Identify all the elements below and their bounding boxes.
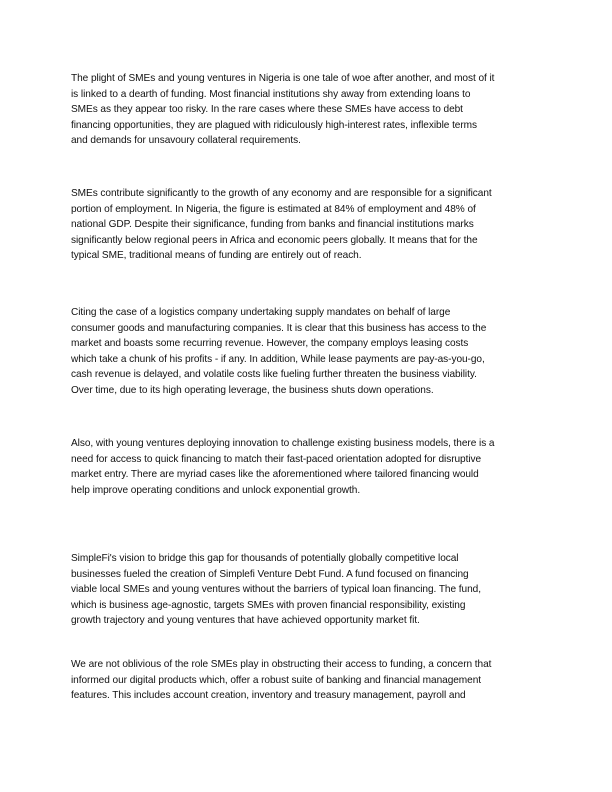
- text-line: consumer goods and manufacturing companies. It is clear that this business has access to the: [71, 322, 487, 334]
- text-line: The plight of SMEs and young ventures in Nigeria is one tale of woe after another, and most of it: [71, 73, 495, 84]
- text-line: which is business age-agnostic, targets SMEs with proven financial responsibility, existing: [71, 599, 466, 611]
- text-line: which take a chunk of his profits - if any. In addition, While lease payments are pay-as-you-go,: [71, 353, 485, 365]
- text-line: features. This includes account creation, inventory and treasury management, payroll and: [71, 690, 466, 702]
- paragraph-young-ventures: [71, 436, 545, 498]
- text-line: SMEs as they appear too risky. In the rare cases where these SMEs have access to debt: [71, 104, 463, 116]
- paragraph-sme-funding-plight: [71, 71, 545, 149]
- text-line: significantly below regional peers in Africa and economic peers globally. It means that for the: [71, 234, 478, 246]
- text-line: Also, with young ventures deploying innovation to challenge existing business models, there is a: [71, 438, 495, 449]
- text-line: Citing the case of a logistics company undertaking supply mandates on behalf of large: [71, 307, 451, 318]
- text-line: is linked to a dearth of funding. Most financial institutions shy away from extending loans to: [71, 88, 471, 100]
- text-line: Over time, due to its high operating leverage, the business shuts down operations.: [71, 384, 434, 396]
- text-line: informed our digital products which, offer a robust suite of banking and financial management: [71, 674, 482, 686]
- text-line: viable local SMEs and young ventures without the barriers of typical loan financing. The fund,: [71, 584, 481, 596]
- text-line: portion of employment. In Nigeria, the figure is estimated at 84% of employment and 48% of: [71, 203, 476, 215]
- text-line: national GDP. Despite their significance, funding from banks and financial institutions marks: [71, 219, 474, 231]
- paragraph-digital-products: [71, 657, 545, 704]
- text-line: businesses fueled the creation of Simplefi Venture Debt Fund. A fund focused on financing: [71, 568, 469, 580]
- text-line: typical SME, traditional means of funding are entirely out of reach.: [71, 250, 362, 262]
- text-line: market entry. There are myriad cases like the aforementioned where tailored financing would: [71, 469, 479, 481]
- paragraph-logistics-case: [71, 305, 545, 399]
- text-line: help improve operating conditions and unlock exponential growth.: [71, 484, 361, 496]
- text-line: need for access to quick financing to match their fast-paced orientation adopted for disruptive: [71, 453, 482, 465]
- paragraph-simplefi-vision: [71, 551, 545, 629]
- paragraph-sme-contribution: [71, 186, 545, 264]
- text-line: We are not oblivious of the role SMEs play in obstructing their access to funding, a concern that: [71, 659, 492, 670]
- text-line: cash revenue is delayed, and volatile costs like fueling further threaten the business viability.: [71, 369, 477, 381]
- text-line: SMEs contribute significantly to the growth of any economy and are responsible for a significant: [71, 188, 492, 199]
- text-line: market and boasts some recurring revenue. However, the company employs leasing costs: [71, 338, 469, 350]
- text-line: and demands for unsavoury collateral requirements.: [71, 135, 301, 147]
- text-line: growth trajectory and young ventures that have achieved opportunity market fit.: [71, 615, 420, 627]
- text-line: financing opportunities, they are plagued with ridiculously high-interest rates, inflexible terms: [71, 119, 477, 131]
- text-line: SimpleFi's vision to bridge this gap for thousands of potentially globally competitive local: [71, 553, 459, 564]
